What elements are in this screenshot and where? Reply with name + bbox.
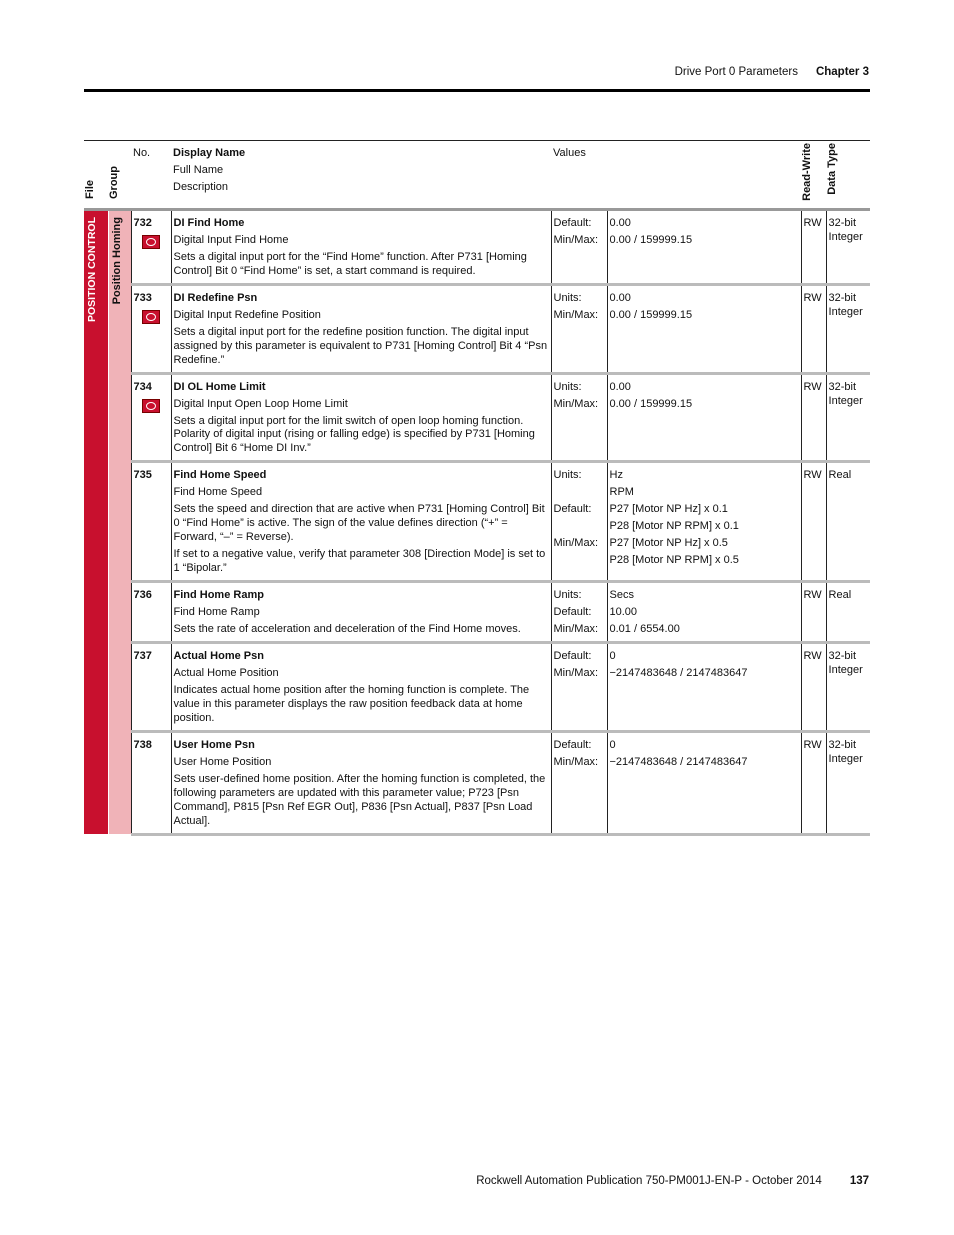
value-values: 0 −2147483648 / 2147483647 (607, 731, 801, 834)
file-label: POSITION CONTROL (84, 209, 108, 834)
stop-mode-icon (142, 235, 160, 249)
publication-info: Rockwell Automation Publication 750-PM001J-EN-P - October 2014 (476, 1175, 822, 1187)
value-labels: Default: Min/Max: (551, 643, 607, 732)
header-rule (84, 89, 870, 92)
param-name-cell: DI OL Home Limit Digital Input Open Loop Home Limit Sets a digital input port for the limit switch of open loop homing function. Polarity of digital input (rising or falling edge) is specified by P731 [Homing Control] Bit 6 “Home DI Inv.” (171, 373, 551, 462)
page-footer (476, 1175, 869, 1187)
param-name-cell: Find Home Speed Find Home Speed Sets the speed and direction that are active when P731 [Homing Control] Bit 0 “Find Home” is active. The sign of the value defines direction (“+” = Forward, “–” = Reverse). If set to a negative value, verify that parameter 308 [Direction Mode] is set to 1 “Bipolar.” (171, 462, 551, 582)
table-row (84, 373, 870, 462)
param-number: 738 (131, 731, 171, 834)
page-header (675, 66, 869, 78)
table-row (84, 731, 870, 834)
group-label: Position Homing (108, 209, 131, 834)
read-write: RW (801, 731, 826, 834)
col-data-type: Data Type (826, 141, 870, 210)
value-labels: Units: Min/Max: (551, 373, 607, 462)
value-values: Hz RPM P27 [Motor NP Hz] x 0.1 P28 [Motor NP RPM] x 0.1 P27 [Motor NP Hz] x 0.5 P28 [Motor NP RPM] x 0.5 (607, 462, 801, 582)
read-write: RW (801, 462, 826, 582)
param-number: 735 (131, 462, 171, 582)
param-name-cell: Find Home Ramp Find Home Ramp Sets the rate of acceleration and deceleration of the Find Home moves. (171, 582, 551, 643)
value-labels: Units: Default: Min/Max: (551, 582, 607, 643)
data-type: 32-bit Integer (826, 373, 870, 462)
param-name-cell: DI Redefine Psn Digital Input Redefine Position Sets a digital input port for the redefine position function. The digital input assigned by this parameter is equivalent to P731 [Homing Control] Bit 4 “Psn Redefine.” (171, 284, 551, 373)
table-row (84, 643, 870, 732)
param-number: 734 (131, 373, 171, 462)
col-read-write: Read-Write (801, 141, 826, 210)
page-number: 137 (849, 1175, 869, 1187)
param-name-cell: DI Find Home Digital Input Find Home Sets a digital input port for the “Find Home” function. After P731 [Homing Control] Bit 0 “Find Home” is set, a start command is required. (171, 209, 551, 284)
parameter-table (84, 140, 870, 836)
data-type: Real (826, 582, 870, 643)
table-row (84, 462, 870, 582)
table-row (84, 582, 870, 643)
table-row (84, 209, 870, 284)
col-display-name: Display Name Full Name Description (171, 141, 551, 210)
data-type: 32-bit Integer (826, 209, 870, 284)
param-number: 732 (131, 209, 171, 284)
value-values: 0.00 0.00 / 159999.15 (607, 284, 801, 373)
param-number: 737 (131, 643, 171, 732)
stop-mode-icon (142, 399, 160, 413)
value-labels: Default: Min/Max: (551, 209, 607, 284)
section-title: Drive Port 0 Parameters (674, 66, 798, 78)
read-write: RW (801, 284, 826, 373)
table-row (84, 284, 870, 373)
read-write: RW (801, 643, 826, 732)
value-values: Secs 10.00 0.01 / 6554.00 (607, 582, 801, 643)
data-type: Real (826, 462, 870, 582)
param-name-cell: Actual Home Psn Actual Home Position Indicates actual home position after the homing function is complete. The value in this parameter displays the raw position feedback data at home position. (171, 643, 551, 732)
value-values: 0.00 0.00 / 159999.15 (607, 209, 801, 284)
data-type: 32-bit Integer (826, 284, 870, 373)
param-number: 736 (131, 582, 171, 643)
stop-mode-icon (142, 310, 160, 324)
param-number: 733 (131, 284, 171, 373)
value-labels: Units: Min/Max: (551, 284, 607, 373)
data-type: 32-bit Integer (826, 731, 870, 834)
param-name-cell: User Home Psn User Home Position Sets user-defined home position. After the homing function is completed, the following parameters are updated with this parameter value; P723 [Psn Command], P815 [Psn Ref EGR Out], P836 [Psn Actual], P837 [Psn Load Actual]. (171, 731, 551, 834)
col-values: Values (551, 141, 801, 210)
value-labels: Units: Default: Min/Max: (551, 462, 607, 582)
data-type: 32-bit Integer (826, 643, 870, 732)
read-write: RW (801, 209, 826, 284)
chapter-label: Chapter 3 (815, 66, 869, 78)
value-labels: Default: Min/Max: (551, 731, 607, 834)
col-no: No. (131, 141, 171, 210)
value-values: 0.00 0.00 / 159999.15 (607, 373, 801, 462)
read-write: RW (801, 373, 826, 462)
col-file: File (84, 141, 108, 210)
value-values: 0 −2147483648 / 2147483647 (607, 643, 801, 732)
read-write: RW (801, 582, 826, 643)
col-group: Group (108, 141, 131, 210)
